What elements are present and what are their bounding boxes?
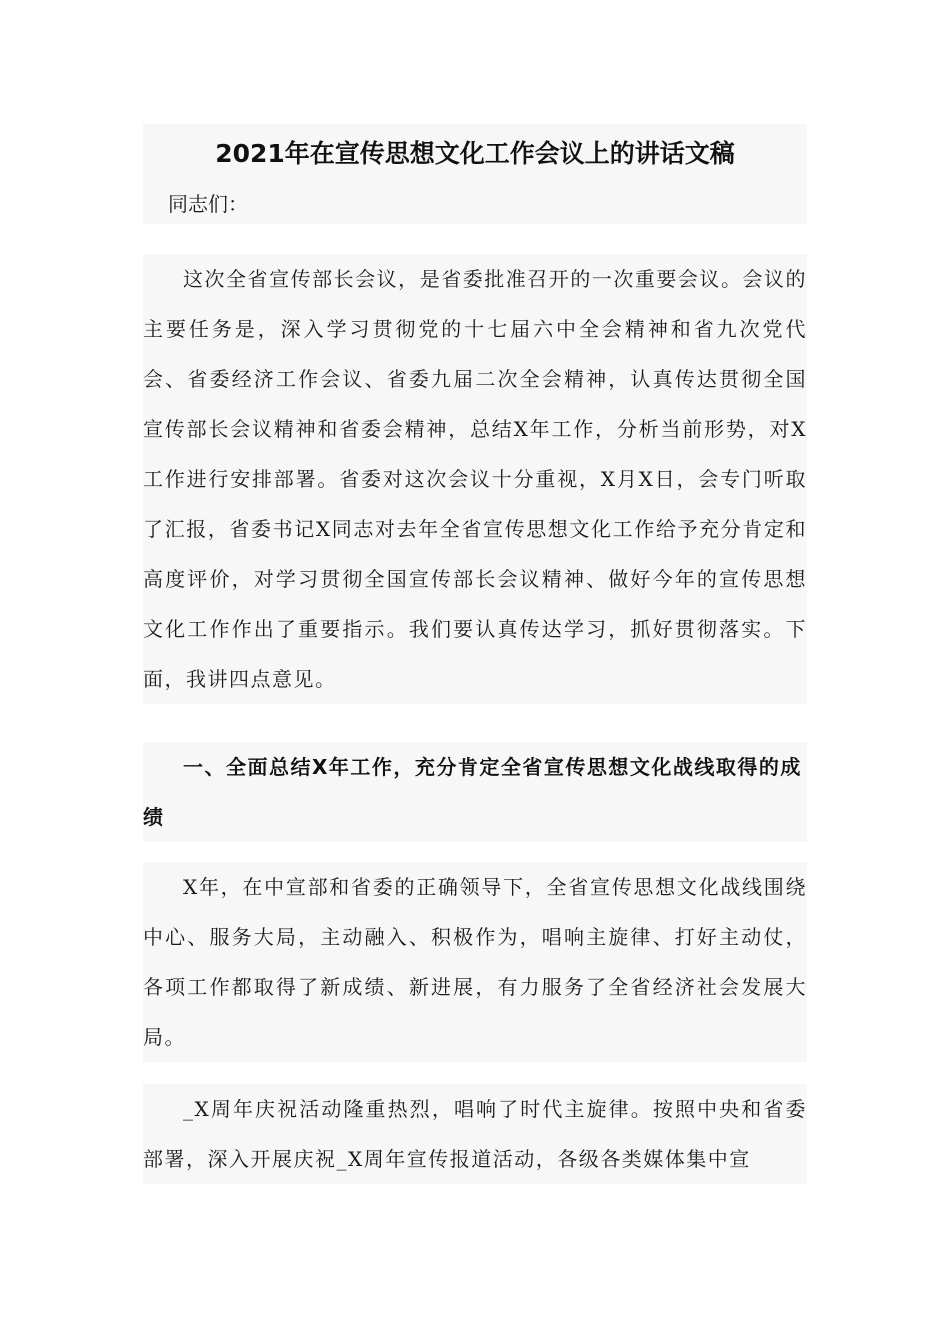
salutation: 同志们： <box>143 184 807 224</box>
spacer <box>143 1062 807 1084</box>
section-paragraph: X年，在中宣部和省委的正确领导下，全省宣传思想文化战线围绕中心、服务大局，主动融入、积极作为，唱响主旋律、打好主动仗，各项工作都取得了新成绩、新进展，有力服务了全省经济社会发展大局。 <box>143 875 807 1049</box>
section-heading-block <box>143 742 807 842</box>
section-paragraph-block <box>143 1084 807 1184</box>
section-heading: 一、全面总结X年工作，充分肯定全省宣传思想文化战线取得的成绩 <box>143 755 802 829</box>
document-title: 2021年在宣传思想文化工作会议上的讲话文稿 <box>143 124 807 184</box>
body-paragraph-block <box>143 254 807 704</box>
section-paragraph: _X周年庆祝活动隆重热烈，唱响了时代主旋律。按照中央和省委部署，深入开展庆祝_X周年宣传报道活动，各级各类媒体集中宣 <box>143 1097 807 1171</box>
spacer <box>143 842 807 862</box>
section-paragraph-block <box>143 862 807 1062</box>
spacer <box>143 224 807 254</box>
spacer <box>143 704 807 742</box>
body-paragraph: 这次全省宣传部长会议，是省委批准召开的一次重要会议。会议的主要任务是，深入学习贯彻党的十七届六中全会精神和省九次党代会、省委经济工作会议、省委九届二次全会精神，认真传达贯彻全国宣传部长会议精神和省委会精神，总结X年工作，分析当前形势，对X工作进行安排部署。省委对这次会议十分重视，X月X日，会专门听取了汇报，省委书记X同志对去年全省宣传思想文化工作给予充分肯定和高度评价，对学习贯彻全国宣传部长会议精神、做好今年的宣传思想文化工作作出了重要指示。我们要认真传达学习，抓好贯彻落实。下面，我讲四点意见。 <box>143 267 807 691</box>
